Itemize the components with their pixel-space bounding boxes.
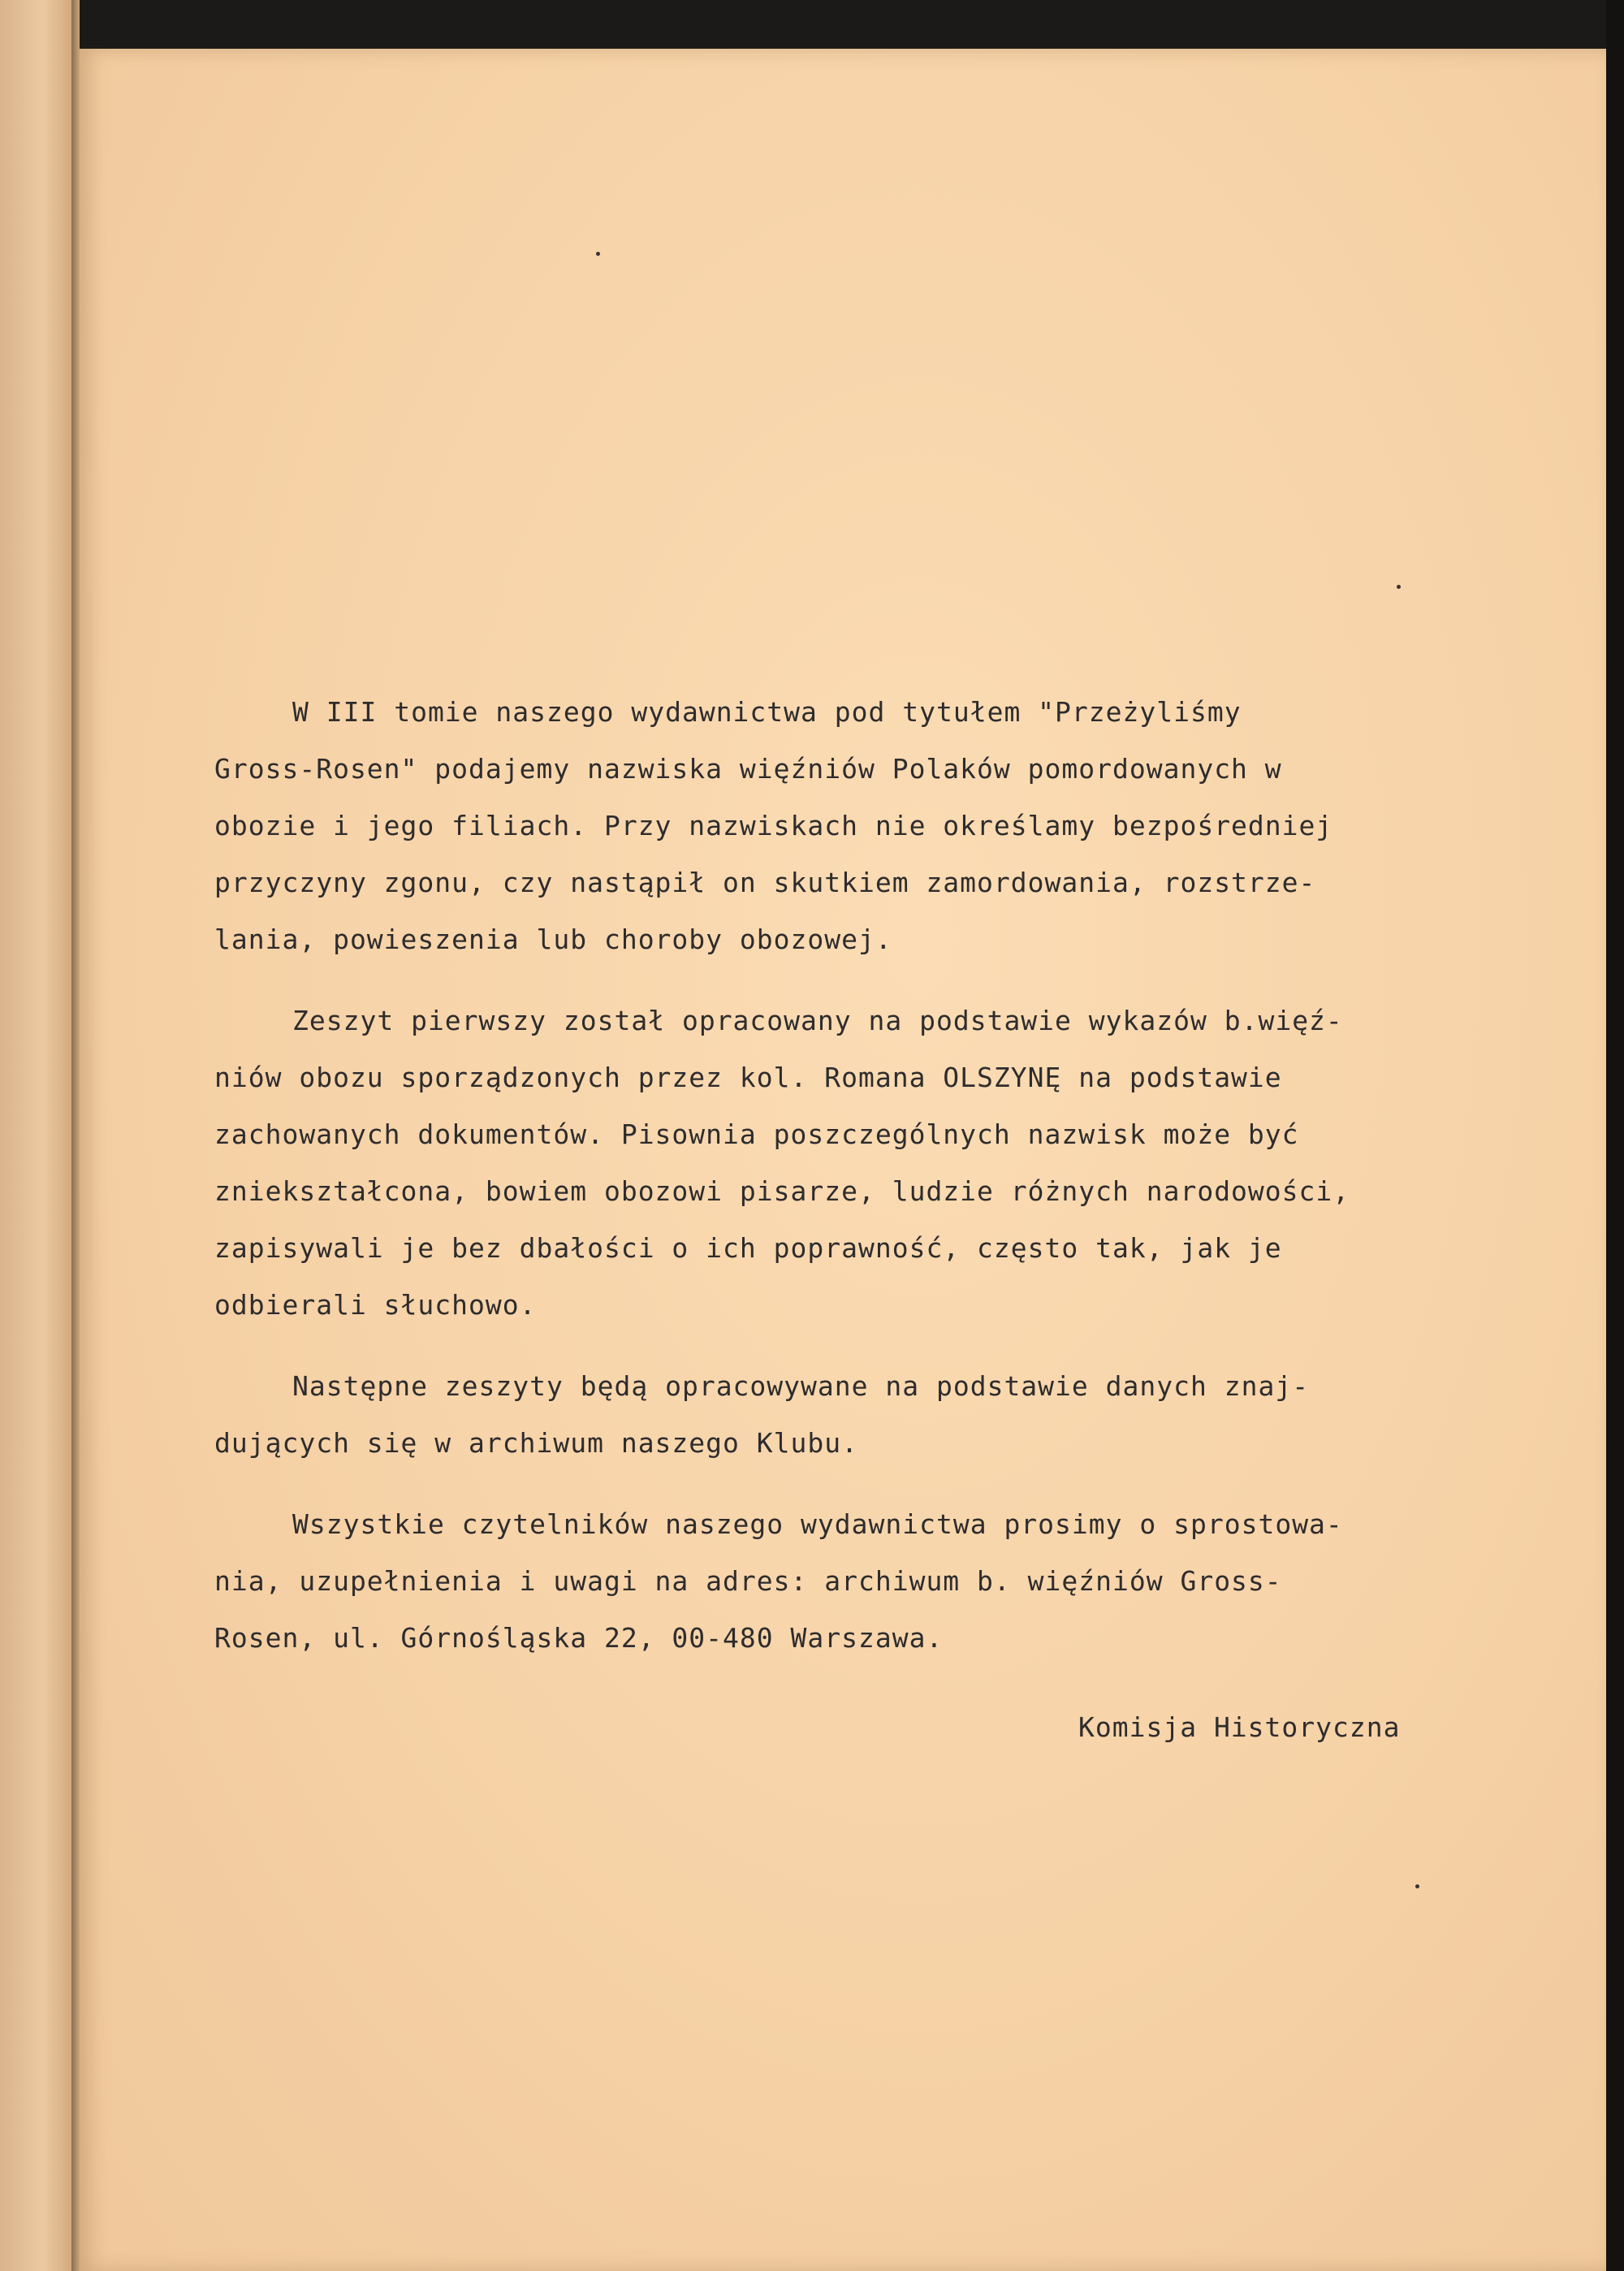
text-line: odbierali słuchowo.	[214, 1289, 537, 1321]
typed-text-body	[80, 49, 1606, 2271]
scan-right-edge	[1606, 0, 1624, 2271]
document-page	[80, 49, 1606, 2271]
text-line: zachowanych dokumentów. Pisownia poszczególnych nazwisk może być	[214, 1118, 1299, 1150]
paper-speck	[596, 252, 600, 256]
text-line: obozie i jego filiach. Przy nazwiskach nie określamy bezpośredniej	[214, 810, 1333, 841]
text-line: Wszystkie czytelników naszego wydawnictwa prosimy o sprostowa-	[292, 1508, 1343, 1540]
text-line: niów obozu sporządzonych przez kol. Romana OLSZYNĘ na podstawie	[214, 1062, 1282, 1093]
signature-komisja: Komisja Historyczna	[1078, 1711, 1401, 1743]
text-line: lania, powieszenia lub choroby obozowej.	[214, 924, 892, 955]
text-line: W III tomie naszego wydawnictwa pod tytułem "Przeżyliśmy	[292, 696, 1242, 728]
text-line: dujących się w archiwum naszego Klubu.	[214, 1427, 858, 1459]
text-line: Gross-Rosen" podajemy nazwiska więźniów Polaków pomordowanych w	[214, 753, 1282, 785]
text-line: nia, uzupełnienia i uwagi na adres: archiwum b. więźniów Gross-	[214, 1565, 1282, 1597]
text-line: Rosen, ul. Górnośląska 22, 00-480 Warszawa.	[214, 1622, 944, 1654]
paper-speck	[1397, 585, 1401, 589]
text-line: Następne zeszyty będą opracowywane na podstawie danych znaj-	[292, 1370, 1310, 1402]
paper-speck	[1415, 1884, 1419, 1888]
left-facing-page-edge	[0, 0, 71, 2271]
text-line: zapisywali je bez dbałości o ich poprawność, często tak, jak je	[214, 1232, 1282, 1264]
text-line: Zeszyt pierwszy został opracowany na podstawie wykazów b.więź-	[292, 1005, 1343, 1036]
text-line: przyczyny zgonu, czy nastąpił on skutkiem zamordowania, rozstrze-	[214, 867, 1316, 898]
binding-gutter	[71, 0, 80, 2271]
text-line: zniekształcona, bowiem obozowi pisarze, ludzie różnych narodowości,	[214, 1175, 1350, 1207]
